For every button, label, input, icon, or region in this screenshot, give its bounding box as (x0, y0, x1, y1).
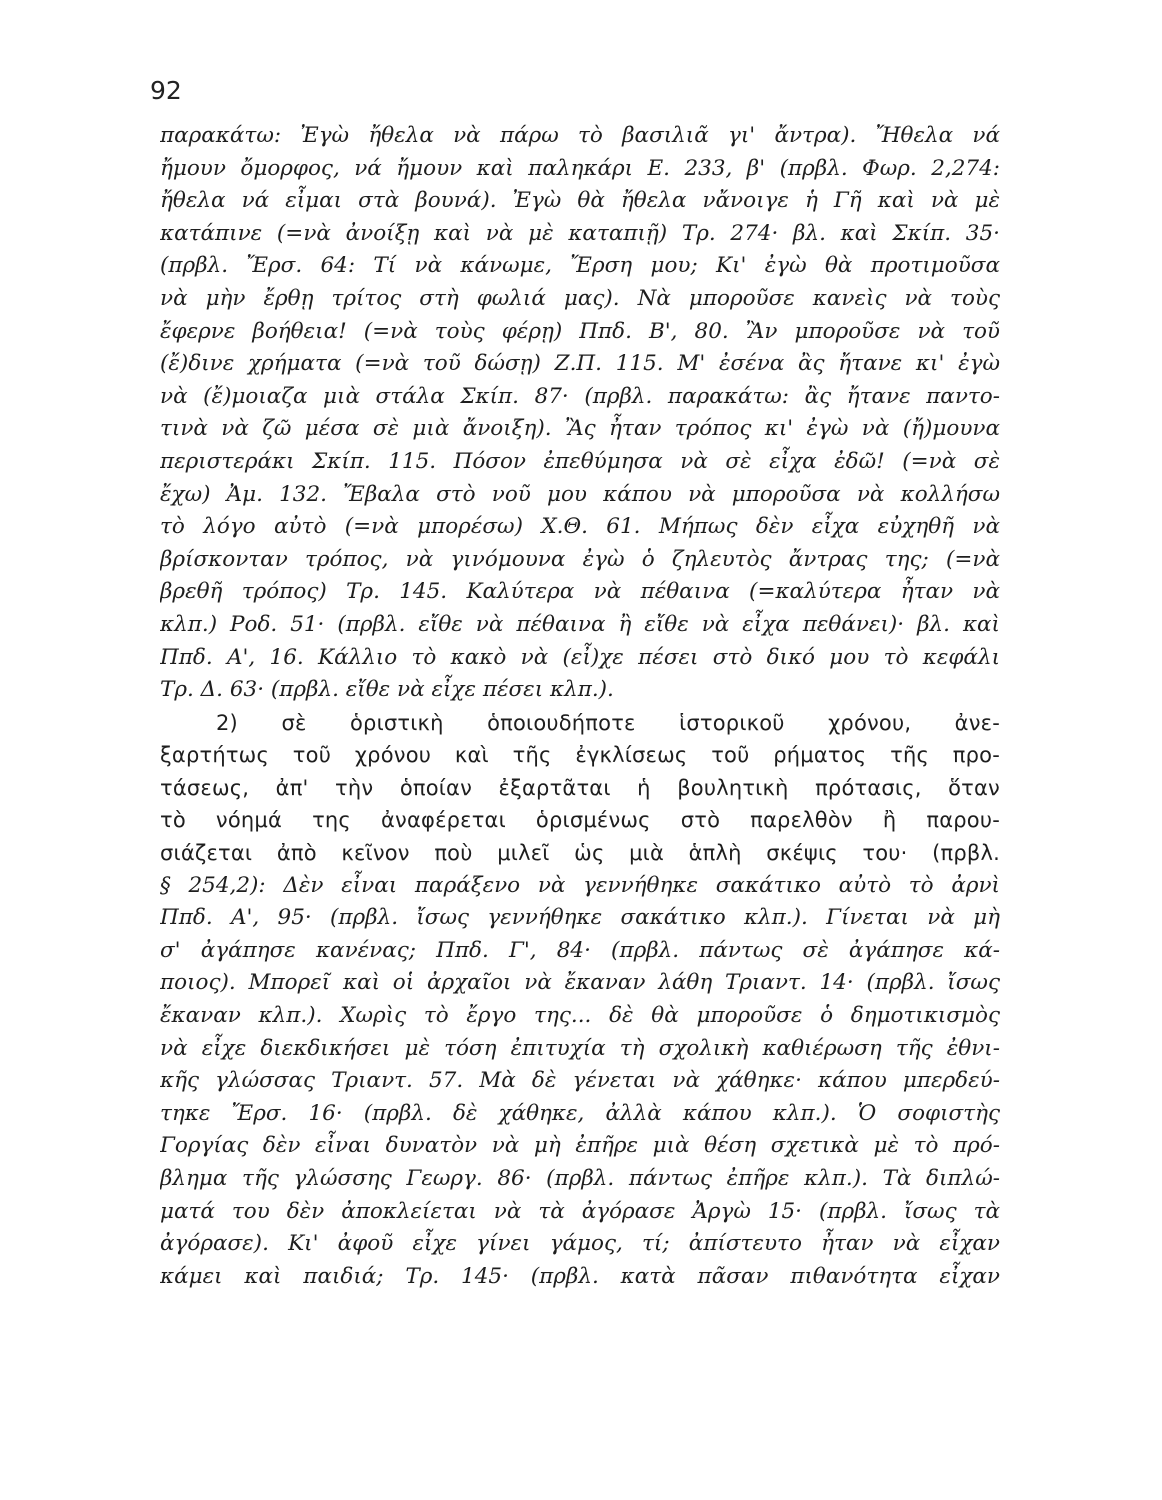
page-number: 92 (150, 76, 182, 105)
body-text (160, 120, 1000, 1293)
text-line: τὸ λόγο αὐτὸ (=νὰ μπορέσω) Χ.Θ. 61. Μήπως δὲν εἶχα εὐχηθῆ νὰ (160, 514, 1000, 540)
text-line: ἔκαναν κλπ.). Χωρὶς τὸ ἔργο της... δὲ θὰ μποροῦσε ὁ δημοτικισμὸς (160, 1003, 1000, 1029)
text-line: σ' ἀγάπησε κανένας; Ππδ. Γ', 84· (πρβλ. πάντως σὲ ἀγάπησε κά- (160, 937, 1000, 963)
text-line: ἀγόρασε). Κι' ἀφοῦ εἶχε γίνει γάμος, τί; ἀπίστευτο ἦταν νὰ εἶχαν (160, 1231, 1000, 1257)
text-line: § 254,2): Δὲν εἶναι παράξενο νὰ γεννήθηκε σακάτικο αὐτὸ τὸ ἀρνὶ (160, 872, 1000, 898)
text-line: νὰ (ἔ)μοιαζα μιὰ στάλα Σκίπ. 87· (πρβλ. παρακάτω: ἂς ἤτανε παντο- (160, 383, 1000, 409)
text-line: περιστεράκι Σκίπ. 115. Πόσον ἐπεθύμησα νὰ σὲ εἶχα ἐδῶ! (=νὰ σὲ (160, 448, 1000, 474)
text-line: κλπ.) Ροδ. 51· (πρβλ. εἴθε νὰ πέθαινα ἢ εἴθε νὰ εἶχα πεθάνει)· βλ. καὶ (160, 611, 1000, 637)
text-line: ἔχω) Ἀμ. 132. Ἔβαλα στὸ νοῦ μου κάπου νὰ μποροῦσα νὰ κολλήσω (160, 481, 1000, 507)
text-line: βρεθῆ τρόπος) Τρ. 145. Καλύτερα νὰ πέθαινα (=καλύτερα ἦταν νὰ (160, 579, 1000, 605)
text-line: ἤθελα νά εἶμαι στὰ βουνά). Ἐγὼ θὰ ἤθελα νἄνοιγε ἡ Γῆ καὶ νὰ μὲ (160, 188, 1000, 214)
text-line: ξαρτήτως τοῦ χρόνου καὶ τῆς ἐγκλίσεως τοῦ ρήματος τῆς προ- (160, 743, 1000, 768)
text-line: Ππδ. Α', 16. Κάλλιο τὸ κακὸ νὰ (εἶ)χε πέσει στὸ δικό μου τὸ κεφάλι (160, 644, 1000, 670)
text-line: παρακάτω: Ἐγὼ ἤθελα νὰ πάρω τὸ βασιλιᾶ γι' ἄντρα). Ἤθελα νά (160, 123, 1000, 148)
text-line: τινὰ νὰ ζῶ μέσα σὲ μιὰ ἄνοιξη). Ἂς ἦταν τρόπος κι' ἐγὼ νὰ (ἤ)μουνα (160, 416, 1000, 442)
text-line: κατάπινε (=νὰ ἀνοίξῃ καὶ νὰ μὲ καταπιῇ) Τρ. 274· βλ. καὶ Σκίπ. 35· (160, 220, 1000, 246)
text-line: κῆς γλώσσας Τριαντ. 57. Μὰ δὲ γένεται νὰ χάθηκε· κάπου μπερδεύ- (160, 1068, 1000, 1094)
text-line: ποιος). Μπορεῖ καὶ οἱ ἀρχαῖοι νὰ ἔκαναν λάθη Τριαντ. 14· (πρβλ. ἴσως (160, 970, 1000, 996)
text-line: ἔφερνε βοήθεια! (=νὰ τοὺς φέρῃ) Ππδ. Β', 80. Ἂν μποροῦσε νὰ τοῦ (160, 318, 1000, 344)
text-line: Γοργίας δὲν εἶναι δυνατὸν νὰ μὴ ἐπῆρε μιὰ θέση σχετικὰ μὲ τὸ πρό- (160, 1133, 1000, 1159)
text-line: κάμει καὶ παιδιά; Τρ. 145· (πρβλ. κατὰ πᾶσαν πιθανότητα εἶχαν (160, 1263, 1000, 1289)
text-line: βρίσκονταν τρόπος, νὰ γινόμουνα ἐγὼ ὁ ζηλευτὸς ἄντρας της; (=νὰ (160, 546, 1000, 572)
text-line: Ππδ. Α', 95· (πρβλ. ἴσως γεννήθηκε σακάτικο κλπ.). Γίνεται νὰ μὴ (160, 905, 1000, 931)
text-line: (πρβλ. Ἔρσ. 64: Τί νὰ κάνωμε, Ἔρση μου; Κι' ἐγὼ θὰ προτιμοῦσα (160, 253, 1000, 279)
text-line: νὰ μὴν ἔρθῃ τρίτος στὴ φωλιά μας). Νὰ μποροῦσε κανεὶς νὰ τοὺς (160, 285, 1000, 311)
text-line: ματά του δὲν ἀποκλείεται νὰ τὰ ἀγόρασε Ἀργὼ 15· (πρβλ. ἴσως τὰ (160, 1198, 1000, 1224)
text-line: Τρ. Δ. 63· (πρβλ. εἴθε νὰ εἶχε πέσει κλπ.). (160, 677, 614, 703)
text-line: νὰ εἶχε διεκδικήσει μὲ τόση ἐπιτυχία τὴ σχολικὴ καθιέρωση τῆς ἐθνι- (160, 1035, 1000, 1061)
text-line: τὸ νόημά της ἀναφέρεται ὁρισμένως στὸ παρελθὸν ἢ παρου- (160, 808, 1000, 833)
text-line: ἤμουν ὄμορφος, νά ἤμουν καὶ παληκάρι Ε. 233, β' (πρβλ. Φωρ. 2,274: (160, 155, 1000, 181)
text-line: τηκε Ἔρσ. 16· (πρβλ. δὲ χάθηκε, ἀλλὰ κάπου κλπ.). Ὁ σοφιστὴς (160, 1100, 1000, 1126)
paragraph-start-line: 2) σὲ ὁριστικὴ ὁποιουδήποτε ἱστορικοῦ χρόνου, ἀνε- (216, 710, 1000, 735)
text-line: τάσεως, ἀπ' τὴν ὁποίαν ἐξαρτᾶται ἡ βουλητικὴ πρότασις, ὅταν (160, 775, 1000, 800)
text-line: (ἔ)δινε χρήματα (=νὰ τοῦ δώσῃ) Ζ.Π. 115. Μ' ἐσένα ἂς ἤτανε κι' ἐγὼ (160, 351, 1000, 377)
text-line: βλημα τῆς γλώσσης Γεωργ. 86· (πρβλ. πάντως ἐπῆρε κλπ.). Τὰ διπλώ- (160, 1166, 1000, 1191)
text-line: σιάζεται ἀπὸ κεῖνον ποὺ μιλεῖ ὡς μιὰ ἁπλὴ σκέψις του· (πρβλ. (160, 841, 1000, 866)
